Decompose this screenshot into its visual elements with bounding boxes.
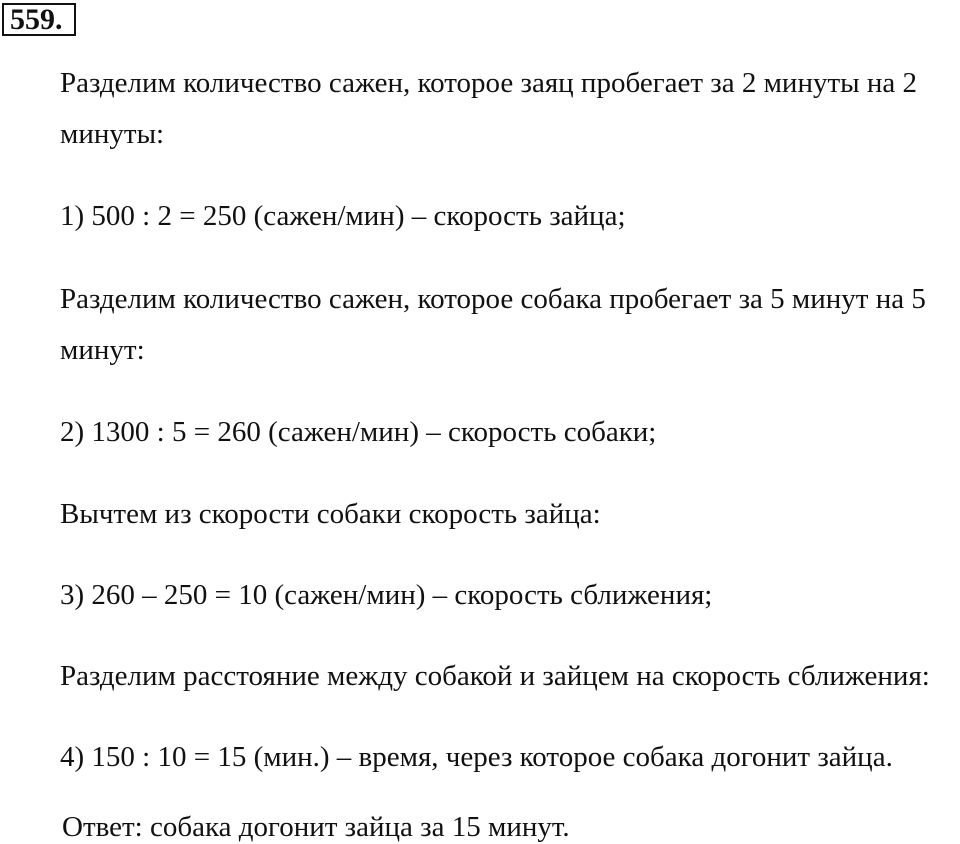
text-line-4: минут: (60, 334, 145, 366)
solution-step-4: 4) 150 : 10 = 15 (мин.) – время, через которое собака догонит зайца. (60, 741, 893, 773)
problem-number: 559. (2, 3, 76, 36)
text-line-2: минуты: (60, 118, 165, 150)
text-line-3: Разделим количество сажен, которое собака пробегает за 5 минут на 5 (60, 283, 926, 315)
solution-step-1: 1) 500 : 2 = 250 (сажен/мин) – скорость зайца; (60, 200, 626, 232)
solution-step-3: 3) 260 – 250 = 10 (сажен/мин) – скорость сближения; (60, 579, 713, 611)
text-line-1: Разделим количество сажен, которое заяц пробегает за 2 минуты на 2 (60, 67, 918, 99)
text-line-5: Вычтем из скорости собаки скорость зайца: (60, 498, 601, 530)
solution-step-2: 2) 1300 : 5 = 260 (сажен/мин) – скорость собаки; (60, 416, 657, 448)
answer-line: Ответ: собака догонит зайца за 15 минут. (62, 811, 570, 843)
text-line-6: Разделим расстояние между собакой и зайцем на скорость сближения: (60, 660, 930, 692)
